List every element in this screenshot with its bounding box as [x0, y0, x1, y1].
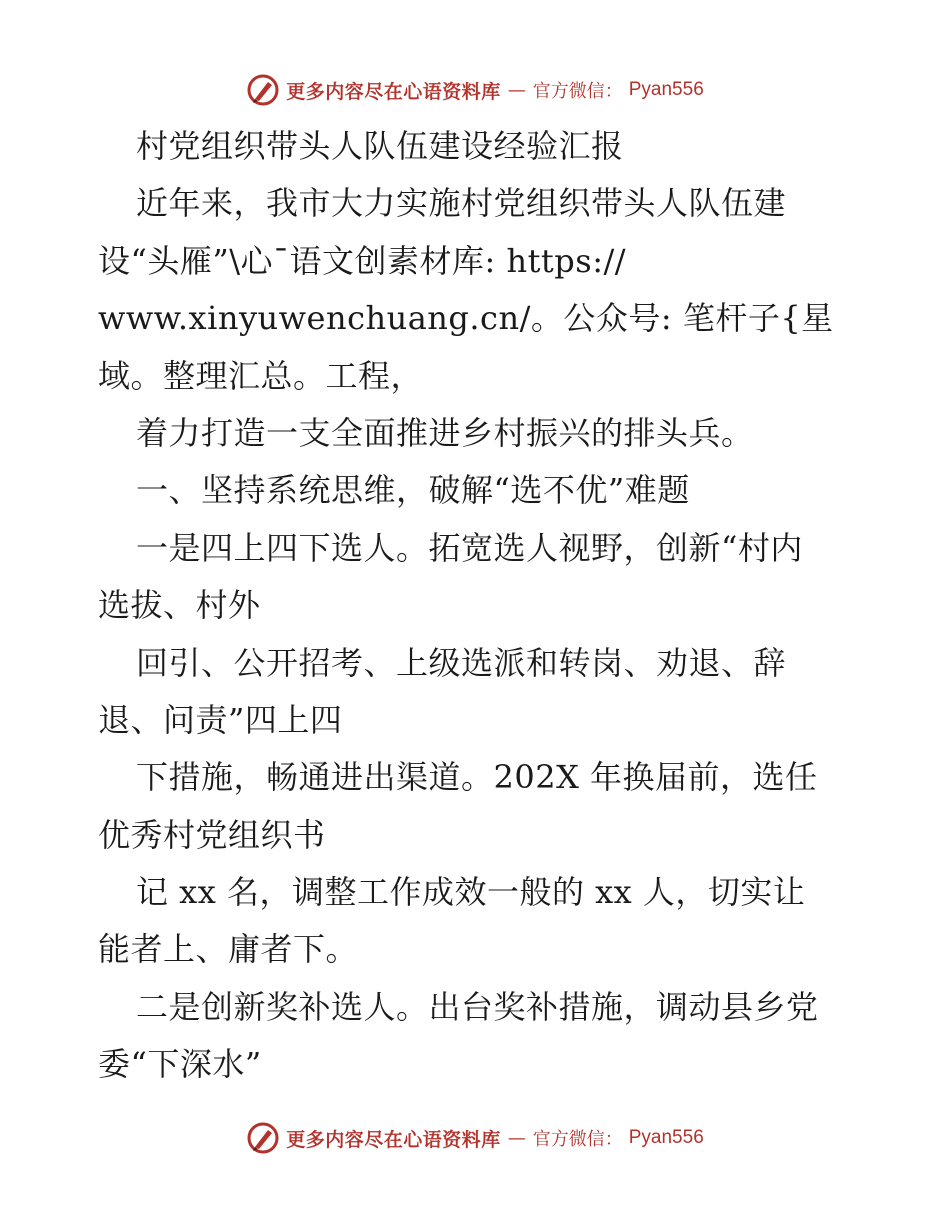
text-line: 回引、公开招考、上级选派和转岗、劝退、辞 — [136, 643, 787, 682]
header-dash: — — [507, 79, 526, 101]
footer-dash: — — [507, 1127, 526, 1149]
text-line: 着力打造一支全面推进乡村振兴的排头兵。 — [136, 413, 754, 452]
footer-brand-text: 更多内容尽在心语资料库 — [286, 1128, 501, 1151]
document-body — [98, 118, 858, 1094]
header-banner — [0, 70, 950, 110]
text-line: 村党组织带头人队伍建设经验汇报 — [136, 127, 624, 165]
header-wechat-label: 官方微信： — [532, 81, 623, 102]
text-line: 设“头雁”\心¯语文创素材库: https:// — [98, 241, 627, 280]
text-line: 记 xx 名，调整工作成效一般的 xx 人，切实让 — [136, 873, 806, 912]
text-line: 二是创新奖补选人。出台奖补措施，调动县乡党 — [136, 987, 819, 1026]
text-line: 近年来，我市大力实施村党组织带头人队伍建 — [136, 184, 787, 223]
footer-wechat-label: 官方微信： — [532, 1129, 623, 1150]
header-brand-text: 更多内容尽在心语资料库 — [286, 80, 501, 103]
header-wechat-id: Pyan556 — [628, 79, 704, 100]
text-line: 域。整理汇总。工程， — [98, 356, 424, 395]
text-line: 一、坚持系统思维，破解“选不优”难题 — [136, 471, 690, 510]
footer-wechat-id: Pyan556 — [628, 1127, 704, 1148]
text-line: 退、问责”四上四 — [98, 700, 343, 739]
text-line: www.xinyuwenchuang.cn/。公众号: 笔杆子{星 — [98, 299, 834, 338]
text-line: 委“下深水” — [98, 1045, 262, 1084]
footer-banner — [0, 1118, 950, 1158]
text-line: 优秀村党组织书 — [98, 815, 326, 854]
pen-logo-icon — [246, 1121, 280, 1155]
text-line: 一是四上四下选人。拓宽选人视野，创新“村内 — [136, 528, 803, 567]
text-line: 下措施，畅通进出渠道。202X 年换届前，选任 — [136, 758, 818, 797]
pen-logo-icon — [246, 73, 280, 107]
text-line: 选拔、村外 — [98, 586, 261, 625]
text-line: 能者上、庸者下。 — [98, 930, 359, 969]
